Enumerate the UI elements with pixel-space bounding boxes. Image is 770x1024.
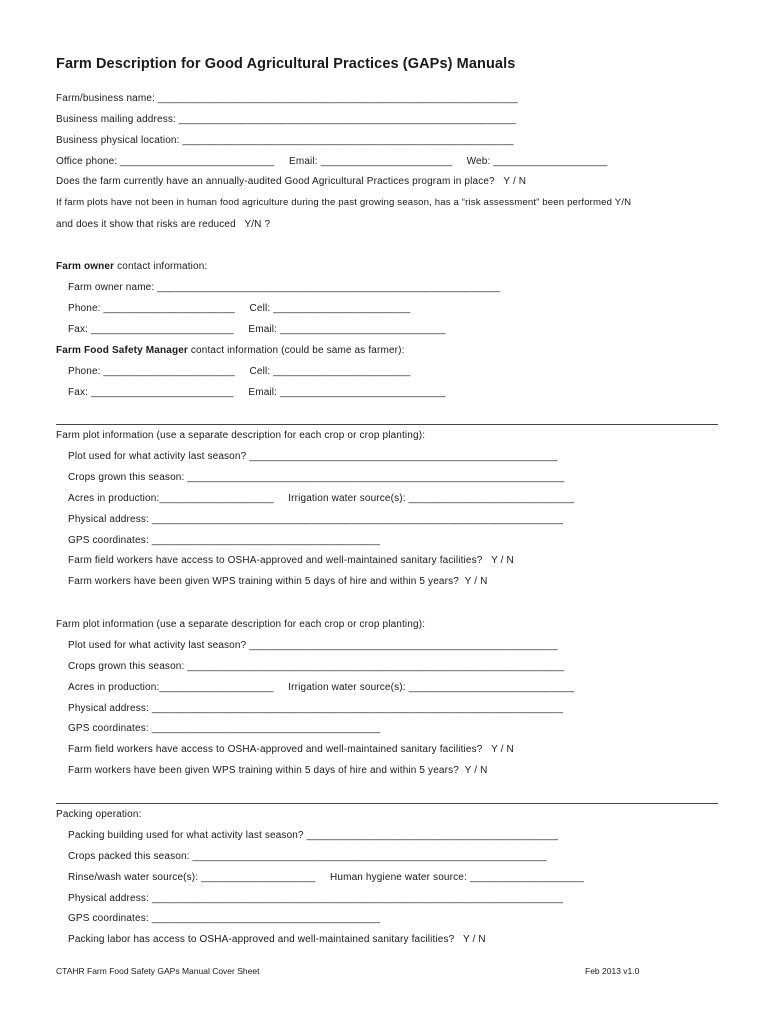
physical-location-field: Business physical location: __________________________________________________________ bbox=[56, 135, 514, 146]
plot1-physical-address-field: Physical address: ________________________________________________________________________ bbox=[68, 514, 564, 525]
plot1-heading: Farm plot information (use a separate description for each crop or crop planting): bbox=[56, 430, 426, 441]
footer-title: CTAHR Farm Food Safety GAPs Manual Cover Sheet bbox=[56, 966, 260, 976]
risk-assessment-question: If farm plots have not been in human food agriculture during the past growing season, has a “risk assessment” been performed Y/N bbox=[56, 197, 632, 208]
plot2-gps-field: GPS coordinates: ________________________________________ bbox=[68, 723, 381, 734]
plot2-crops-field: Crops grown this season: __________________________________________________________________ bbox=[68, 661, 565, 672]
packing-gps-field: GPS coordinates: ________________________________________ bbox=[68, 913, 381, 924]
section-divider bbox=[56, 803, 718, 804]
form-title: Farm Description for Good Agricultural Practices (GAPs) Manuals bbox=[56, 56, 516, 72]
plot1-crops-field: Crops grown this season: __________________________________________________________________ bbox=[68, 472, 565, 483]
packing-physical-address-field: Physical address: ________________________________________________________________________ bbox=[68, 893, 564, 904]
plot2-wps-question: Farm workers have been given WPS training within 5 days of hire and within 5 years? Y / N bbox=[68, 765, 488, 776]
risk-reduced-question: and does it show that risks are reduced Y/N ? bbox=[56, 219, 271, 230]
packing-heading: Packing operation: bbox=[56, 809, 142, 820]
owner-heading-rest: contact information: bbox=[114, 261, 208, 272]
owner-heading-bold: Farm owner bbox=[56, 261, 115, 272]
plot2-osha-question: Farm field workers have access to OSHA-approved and well-maintained sanitary facilities? Y / N bbox=[68, 744, 514, 755]
plot1-acres-irrigation-field: Acres in production:____________________ Irrigation water source(s): _____________________________ bbox=[68, 493, 575, 504]
packing-osha-question: Packing labor has access to OSHA-approved and well-maintained sanitary facilities? Y / N bbox=[68, 934, 486, 945]
owner-name-field: Farm owner name: ____________________________________________________________ bbox=[68, 282, 500, 293]
owner-phone-field: Phone: _______________________ Cell: ________________________ bbox=[68, 303, 411, 314]
packing-crops-field: Crops packed this season: ______________________________________________________________ bbox=[68, 851, 547, 862]
packing-water-field: Rinse/wash water source(s): ____________________ Human hygiene water source: ____________________ bbox=[68, 872, 585, 883]
plot2-physical-address-field: Physical address: ________________________________________________________________________ bbox=[68, 703, 564, 714]
footer-version: Feb 2013 v1.0 bbox=[585, 966, 640, 976]
farm-name-field: Farm/business name: _______________________________________________________________ bbox=[56, 93, 518, 104]
manager-heading-bold: Farm Food Safety Manager bbox=[56, 345, 188, 356]
plot2-acres-irrigation-field: Acres in production:____________________ Irrigation water source(s): _____________________________ bbox=[68, 682, 575, 693]
office-contacts-field: Office phone: ___________________________ Email: _______________________ Web: ____________________ bbox=[56, 156, 608, 167]
plot2-plot-used-field: Plot used for what activity last season? ______________________________________________________ bbox=[68, 640, 558, 651]
plot1-wps-question: Farm workers have been given WPS training within 5 days of hire and within 5 years? Y / N bbox=[68, 576, 488, 587]
manager-heading-rest: contact information (could be same as farmer): bbox=[187, 345, 405, 356]
owner-heading bbox=[56, 261, 207, 272]
owner-fax-field: Fax: _________________________ Email: _____________________________ bbox=[68, 324, 446, 335]
mailing-address-field: Business mailing address: ___________________________________________________________ bbox=[56, 114, 516, 125]
manager-phone-field: Phone: _______________________ Cell: ________________________ bbox=[68, 366, 411, 377]
manager-fax-field: Fax: _________________________ Email: _____________________________ bbox=[68, 387, 446, 398]
packing-building-field: Packing building used for what activity last season? ____________________________________________ bbox=[68, 830, 558, 841]
section-divider bbox=[56, 424, 718, 425]
plot1-osha-question: Farm field workers have access to OSHA-approved and well-maintained sanitary facilities? Y / N bbox=[68, 555, 514, 566]
manager-heading bbox=[56, 345, 405, 356]
gap-program-question: Does the farm currently have an annually-audited Good Agricultural Practices program in place? Y / N bbox=[56, 176, 527, 187]
plot1-gps-field: GPS coordinates: ________________________________________ bbox=[68, 535, 381, 546]
plot1-plot-used-field: Plot used for what activity last season? ______________________________________________________ bbox=[68, 451, 558, 462]
plot2-heading: Farm plot information (use a separate description for each crop or crop planting): bbox=[56, 619, 426, 630]
